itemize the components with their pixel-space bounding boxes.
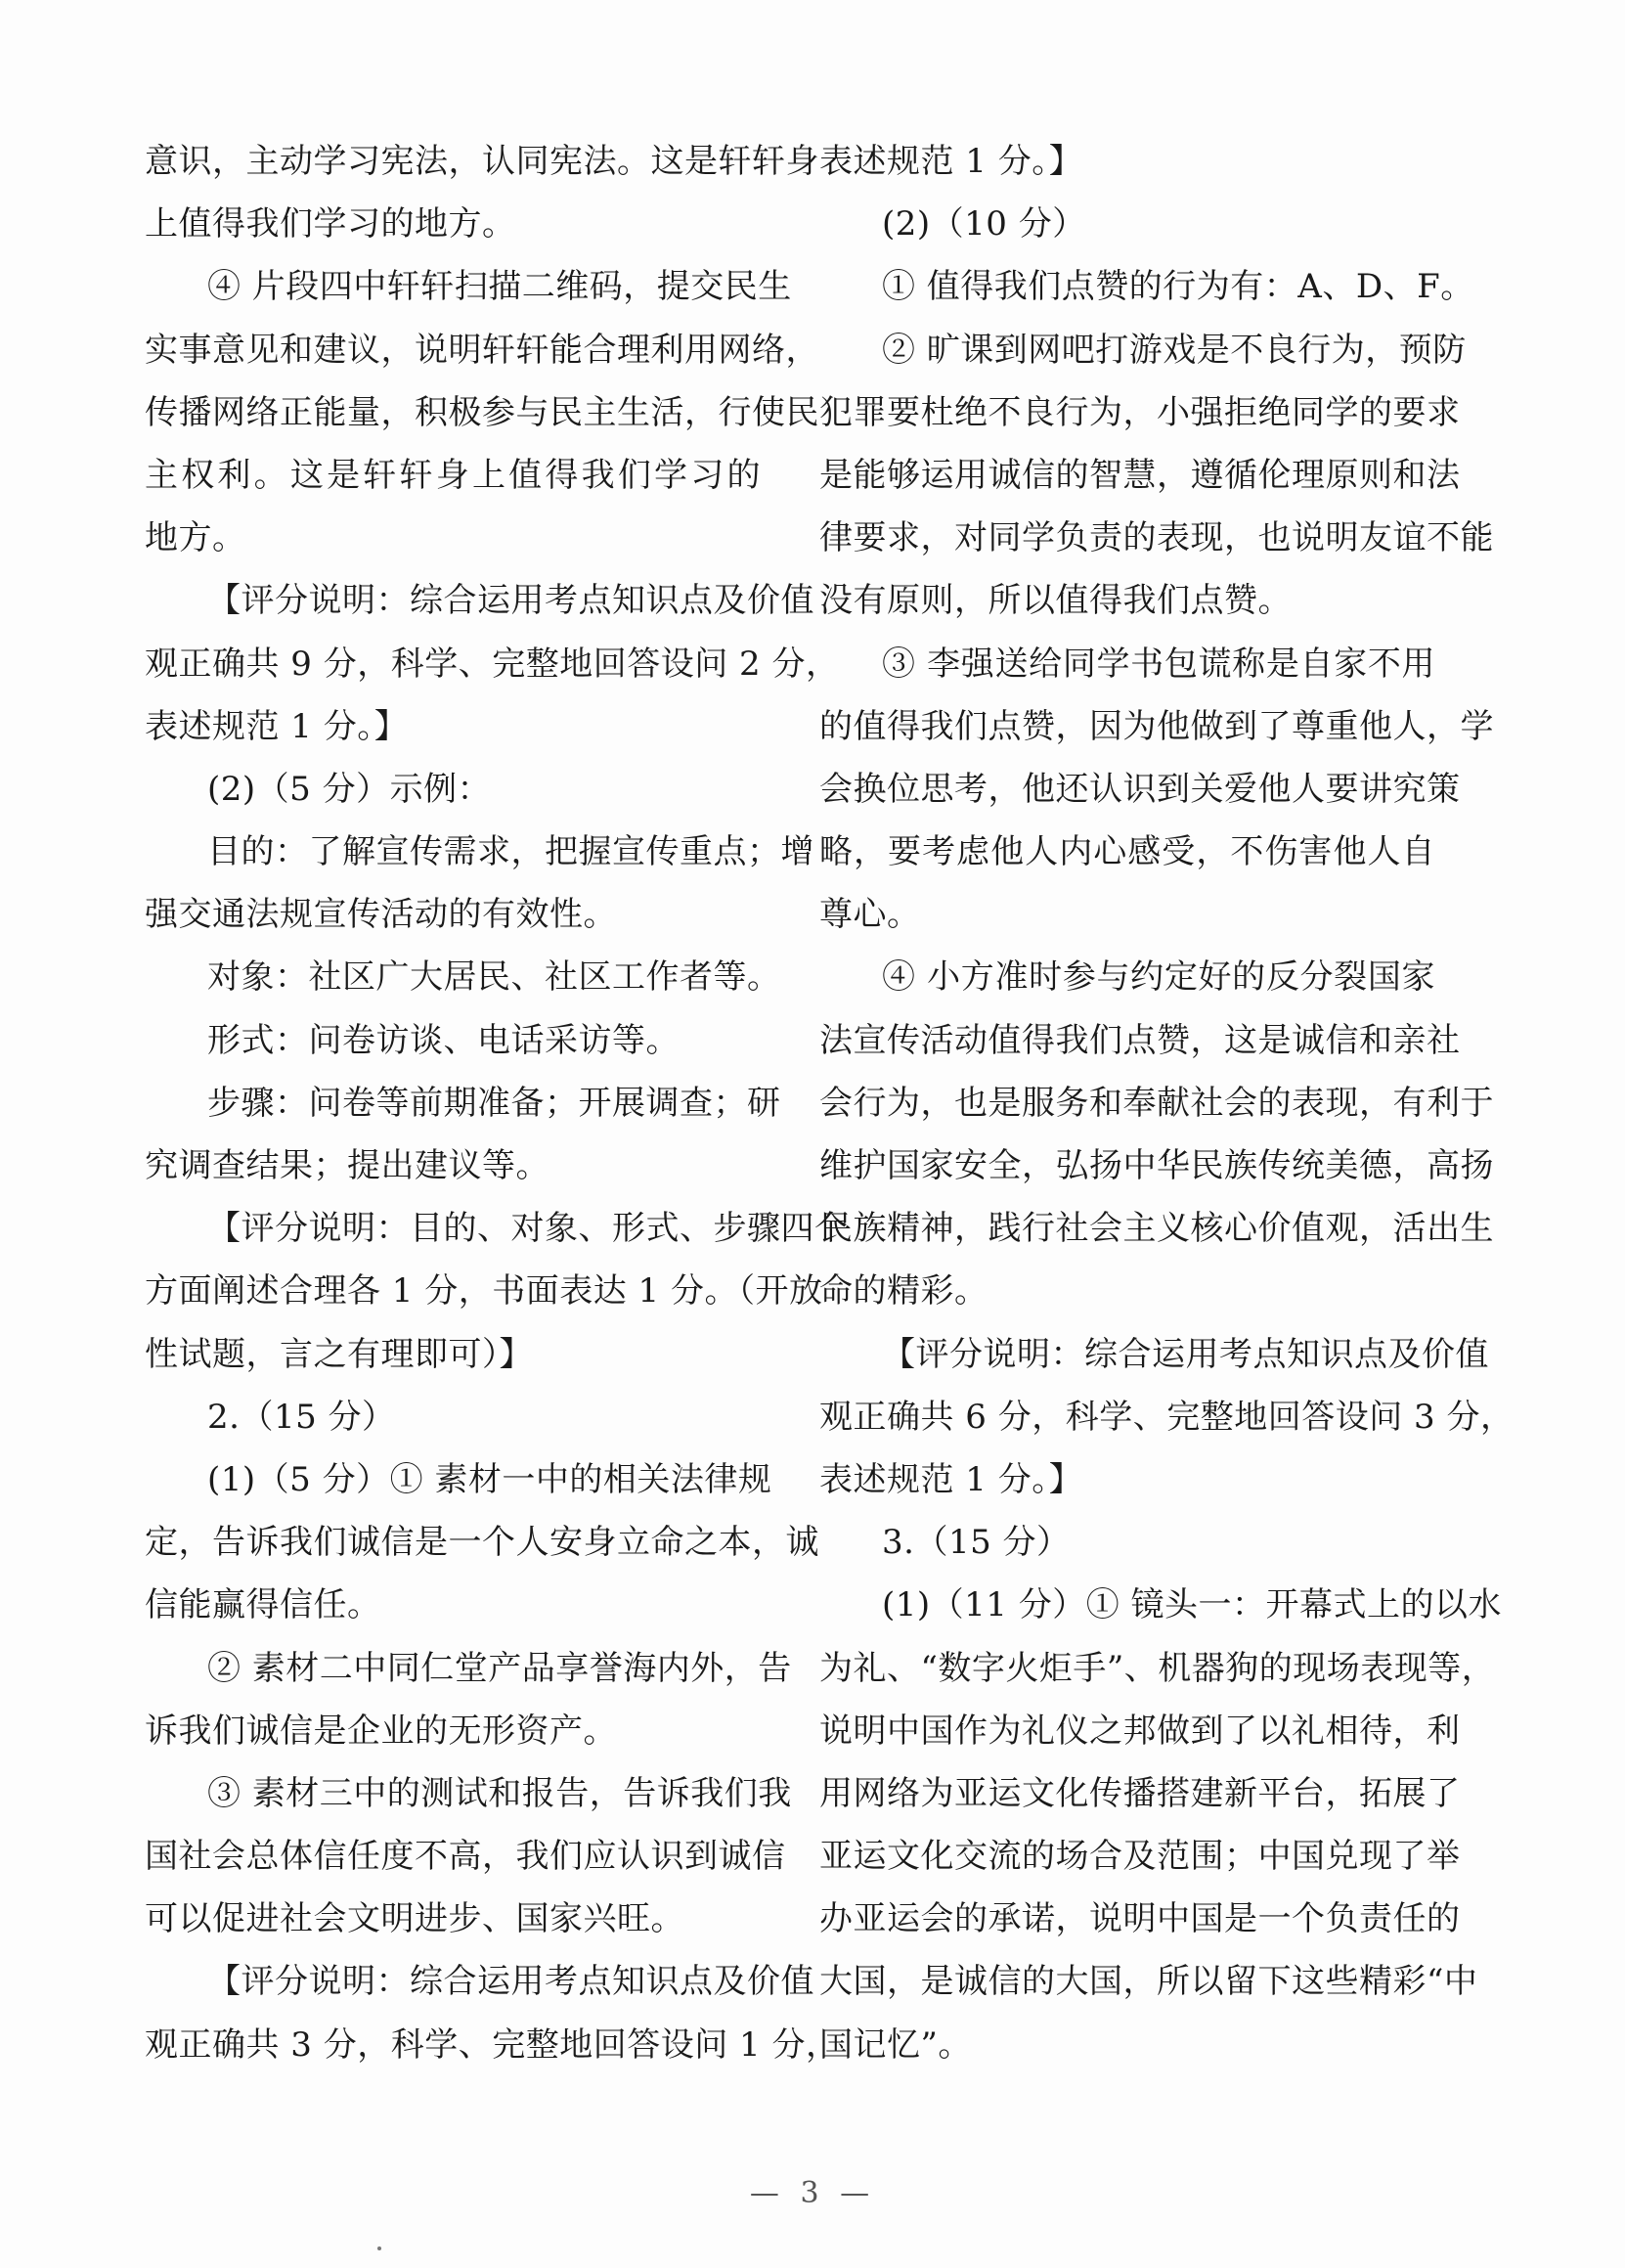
right-column xyxy=(819,130,1515,2076)
page-number: — 3 — xyxy=(749,2176,876,2210)
text-line: 性试题，言之有理即可）】 xyxy=(145,1334,533,1374)
text-line: (1)（11 分）① 镜头一：开幕式上的以水 xyxy=(882,1585,1503,1625)
text-line: 律要求，对同学负责的表现，也说明友谊不能 xyxy=(819,518,1494,558)
text-line: 维护国家安全，弘扬中华民族传统美德，高扬 xyxy=(819,1146,1494,1185)
text-line: ③ 李强送给同学书包谎称是自家不用 xyxy=(882,644,1435,684)
text-line: 2.（15 分） xyxy=(207,1397,396,1437)
text-line: 办亚运会的承诺，说明中国是一个负责任的 xyxy=(819,1899,1461,1939)
text-line: ③ 素材三中的测试和报告，告诉我们我 xyxy=(207,1773,792,1813)
text-line: 【评分说明：综合运用考点知识点及价值 xyxy=(207,581,814,621)
text-line: 上值得我们学习的地方。 xyxy=(145,204,516,245)
text-line: 表述规范 1 分。】 xyxy=(145,706,409,746)
text-line: 主权利。这是轩轩身上值得我们学习的 xyxy=(145,455,761,495)
text-line: 对象：社区广大居民、社区工作者等。 xyxy=(207,957,781,998)
text-line: ② 旷课到网吧打游戏是不良行为，预防 xyxy=(882,330,1467,370)
text-line: 形式：问卷访谈、电话采访等。 xyxy=(207,1020,680,1060)
text-line: ② 素材二中同仁堂产品享誉海内外，告 xyxy=(207,1648,792,1688)
text-line: 用网络为亚运文化传播搭建新平台，拓展了 xyxy=(819,1773,1461,1813)
text-line: 【评分说明：目的、对象、形式、步骤四个 xyxy=(207,1209,849,1249)
text-line: (2)（10 分） xyxy=(882,204,1086,245)
text-line: 究调查结果；提出建议等。 xyxy=(145,1146,549,1185)
text-line: 法宣传活动值得我们点赞，这是诚信和亲社 xyxy=(819,1020,1461,1060)
text-line: 诉我们诚信是企业的无形资产。 xyxy=(145,1711,617,1751)
text-line: 强交通法规宣传活动的有效性。 xyxy=(145,895,617,935)
text-line: 3.（15 分） xyxy=(882,1523,1071,1563)
text-line: 没有原则，所以值得我们点赞。 xyxy=(819,581,1292,621)
text-line: 目的：了解宣传需求，把握宣传重点；增 xyxy=(207,832,814,872)
text-line: 地方。 xyxy=(145,518,246,558)
text-line: 意识，主动学习宪法，认同宪法。这是轩轩身 xyxy=(145,142,819,181)
text-line: ④ 片段四中轩轩扫描二维码，提交民生 xyxy=(207,267,792,307)
text-line: (1)（5 分）① 素材一中的相关法律规 xyxy=(207,1459,772,1499)
text-line: 观正确共 3 分，科学、完整地回答设问 1 分， xyxy=(145,2024,840,2065)
text-line: 步骤：问卷等前期准备；开展调查；研 xyxy=(207,1083,781,1123)
text-line: 犯罪要杜绝不良行为，小强拒绝同学的要求 xyxy=(819,392,1461,432)
text-line: 【评分说明：综合运用考点知识点及价值 xyxy=(207,1962,814,2002)
scan-speck xyxy=(377,2246,381,2250)
text-line: 信能赢得信任。 xyxy=(145,1585,381,1625)
text-line: 定，告诉我们诚信是一个人安身立命之本，诚 xyxy=(145,1523,819,1563)
text-line: 亚运文化交流的场合及范围；中国兑现了举 xyxy=(819,1837,1461,1877)
text-line: 会行为，也是服务和奉献社会的表现，有利于 xyxy=(819,1083,1494,1123)
text-line: 【评分说明：综合运用考点知识点及价值 xyxy=(882,1334,1489,1374)
left-column xyxy=(145,130,849,2076)
text-line: 可以促进社会文明进步、国家兴旺。 xyxy=(145,1899,684,1939)
text-line: (2)（5 分）示例： xyxy=(207,769,492,809)
text-line: 国社会总体信任度不高，我们应认识到诚信 xyxy=(145,1837,786,1877)
text-line: 命的精彩。 xyxy=(819,1271,988,1312)
text-line: 略，要考虑他人内心感受，不伤害他人自 xyxy=(819,832,1435,872)
text-line: 民族精神，践行社会主义核心价值观，活出生 xyxy=(819,1209,1494,1249)
text-line: 实事意见和建议，说明轩轩能合理利用网络， xyxy=(145,330,819,370)
text-line: 表述规范 1 分。】 xyxy=(819,142,1083,181)
text-line: 传播网络正能量，积极参与民主生活，行使民 xyxy=(145,392,819,432)
text-line: 观正确共 9 分，科学、完整地回答设问 2 分， xyxy=(145,644,840,684)
text-line: 方面阐述合理各 1 分，书面表达 1 分。（开放 xyxy=(145,1271,823,1312)
text-line: 为礼、“数字火炬手”、机器狗的现场表现等， xyxy=(819,1648,1496,1688)
text-line: 会换位思考，他还认识到关爱他人要讲究策 xyxy=(819,769,1461,809)
text-line: 表述规范 1 分。】 xyxy=(819,1459,1083,1499)
text-line: 的值得我们点赞，因为他做到了尊重他人，学 xyxy=(819,706,1494,746)
text-line: ④ 小方准时参与约定好的反分裂国家 xyxy=(882,957,1435,998)
text-line: 说明中国作为礼仪之邦做到了以礼相待，利 xyxy=(819,1711,1461,1751)
text-line: 国记忆”。 xyxy=(819,2024,972,2065)
text-line: 是能够运用诚信的智慧，遵循伦理原则和法 xyxy=(819,455,1461,495)
text-line: 观正确共 6 分，科学、完整地回答设问 3 分， xyxy=(819,1397,1515,1437)
text-line: 尊心。 xyxy=(819,895,921,935)
text-line: 大国，是诚信的大国，所以留下这些精彩“中 xyxy=(819,1962,1478,2002)
text-line: ① 值得我们点赞的行为有：A、D、F。 xyxy=(882,267,1474,307)
